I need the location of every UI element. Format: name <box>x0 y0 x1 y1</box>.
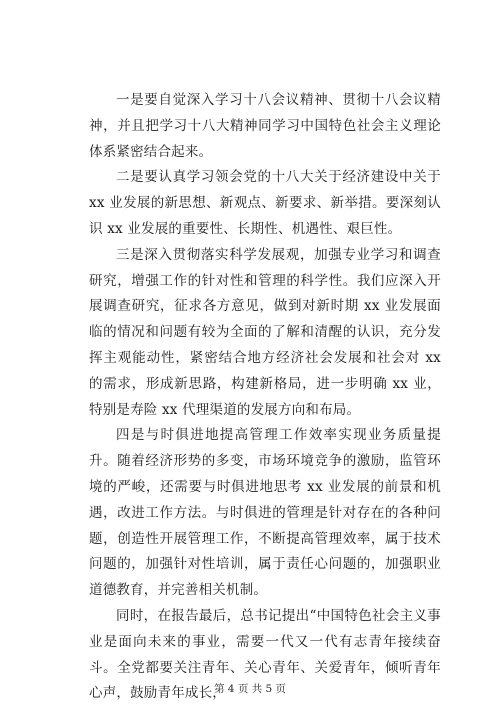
paragraph-5: 同时，在报告最后，总书记提出“中国特色社会主义事业是面向未来的事业，需要一代又一代有志青年接续奋斗。全党都要关注青年、关心青年、关爱青年，倾听青年心声，鼓励青年成长， <box>89 607 441 702</box>
paragraph-2: 二是要认真学习领会党的十八大关于经济建设中关于 xx 业发展的新思想、新观点、新要求、新举措。要深刻认识 xx 业发展的重要性、长期性、机遇性、艰巨性。 <box>89 169 441 237</box>
page-footer: 第 4 页 共 5 页 <box>213 683 287 695</box>
paragraph-3: 三是深入贯彻落实科学发展观，加强专业学习和调查研究，增强工作的针对性和管理的科学性。我们应深入开展调查研究，征求各方意见，做到对新时期 xx 业发展面临的情况和问题有较为全面的了解和清醒的认识，充分发挥主观能动性，紧密结合地方经济社会发展和社会对 xx 的需求，形成新思路，构建新格局，进一步明确 xx 业，特别是寿险 xx 代理渠道的发展方向和布局。 <box>89 246 441 418</box>
paragraph-4: 四是与时俱进地提高管理工作效率实现业务质量提升。随着经济形势的多变，市场环境竞争的激励，监管环境的严峻，还需要与时俱进地思考 xx 业发展的前景和机遇，改进工作方法。与时俱进的管理是针对存在的各种问题，创造性开展管理工作，不断提高管理效率，属于技术问题的，加强针对性培训，属于责任心问题的，加强职业道德教育，并完善相关机制。 <box>89 427 441 599</box>
paragraph-1: 一是要自觉深入学习十八会议精神、贯彻十八会议精神，并且把学习十八大精神同学习中国特色社会主义理论体系紧密结合起来。 <box>89 92 441 160</box>
document-body <box>89 88 441 707</box>
